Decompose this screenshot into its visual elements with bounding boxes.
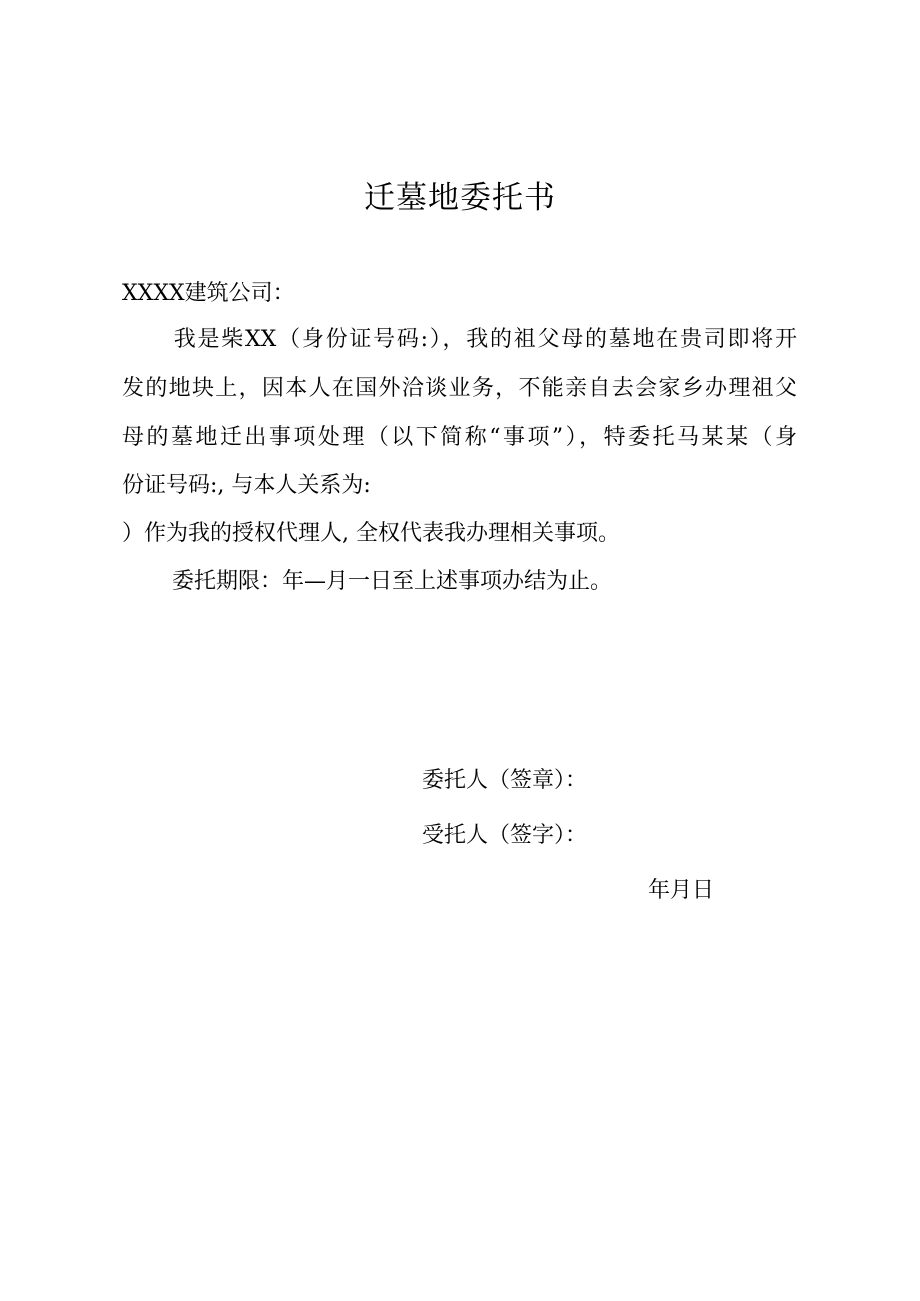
body-line-2: 发的地块上，因本人在国外洽谈业务，不能亲自去会家乡办理祖父 — [122, 376, 797, 401]
body-line-5: ）作为我的授权代理人, 全权代表我办理相关事项。 — [122, 521, 620, 546]
body-line-4: 份证号码:, 与本人关系为: — [122, 473, 371, 498]
addressee-line: XXXX建筑公司： — [122, 281, 295, 306]
body-line-1-text: 我是柴XX（身份证号码:），我的祖父母的墓地在贵司即将开 — [172, 327, 797, 352]
agent-signature-line: 受托人（签字）： — [422, 823, 588, 848]
principal-signature-line: 委托人（签章）： — [422, 768, 588, 793]
document-title: 迁墓地委托书 — [364, 180, 556, 216]
date-line: 年月日 — [648, 878, 715, 903]
body-line-3: 母的墓地迁出事项处理（以下简称“事项”），特委托马某某（身 — [122, 425, 797, 450]
entrustment-term: 委托期限：年—月一日至上述事项办结为止。 — [172, 569, 613, 594]
body-line-1 — [122, 325, 797, 355]
